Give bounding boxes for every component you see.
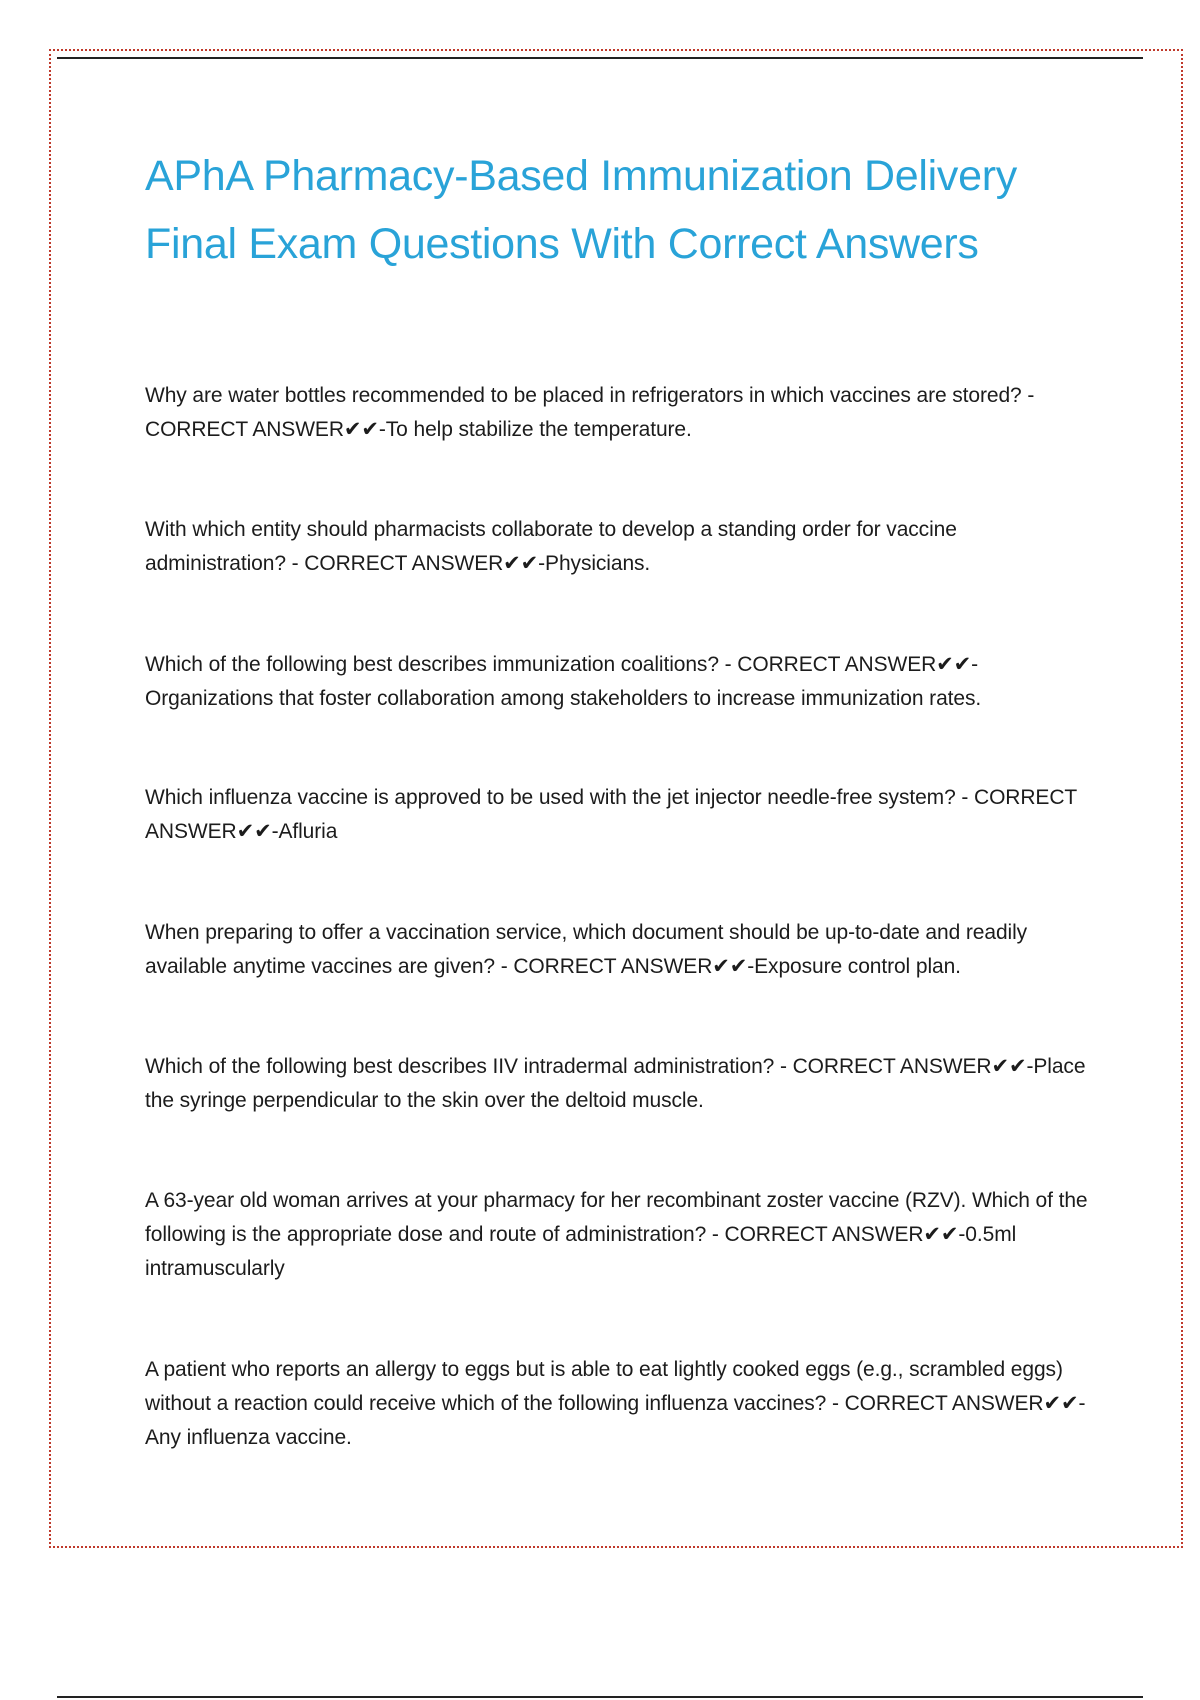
qa-item-2: With which entity should pharmacists collaborate to develop a standing order for vaccine administration? - CORRECT ANSWER✔✔-Physicians.: [145, 518, 957, 575]
qa-item-8: A patient who reports an allergy to eggs but is able to eat lightly cooked eggs (e.g., scrambled eggs) without a reaction could receive which of the following influenza vaccines? - CORRECT ANSWER✔✔-Any influenza vaccine.: [145, 1358, 1086, 1449]
title-line-1: APhA Pharmacy-Based Immunization Delivery: [145, 152, 1017, 200]
document-title: [145, 142, 1105, 278]
title-line-2: Final Exam Questions With Correct Answers: [145, 220, 979, 268]
top-divider: [57, 57, 1143, 59]
bottom-divider: [57, 1696, 1143, 1698]
qa-item-1: Why are water bottles recommended to be placed in refrigerators in which vaccines are stored? - CORRECT ANSWER✔✔-To help stabilize the temperature.: [145, 384, 1035, 441]
qa-item-3: Which of the following best describes immunization coalitions? - CORRECT ANSWER✔✔-Organizations that foster collaboration among stakeholders to increase immunization rates.: [145, 653, 982, 710]
qa-item-4: Which influenza vaccine is approved to be used with the jet injector needle-free system? - CORRECT ANSWER✔✔-Afluria: [145, 786, 1077, 843]
qa-item-7: A 63-year old woman arrives at your pharmacy for her recombinant zoster vaccine (RZV). Which of the following is the appropriate dose and route of administration? - CORRECT ANSWER✔✔-0.5ml intramuscularly: [145, 1189, 1088, 1280]
qa-item-6: Which of the following best describes IIV intradermal administration? - CORRECT ANSWER✔✔-Place the syringe perpendicular to the skin over the deltoid muscle.: [145, 1055, 1086, 1112]
qa-item-5: When preparing to offer a vaccination service, which document should be up-to-date and readily available anytime vaccines are given? - CORRECT ANSWER✔✔-Exposure control plan.: [145, 921, 1028, 978]
